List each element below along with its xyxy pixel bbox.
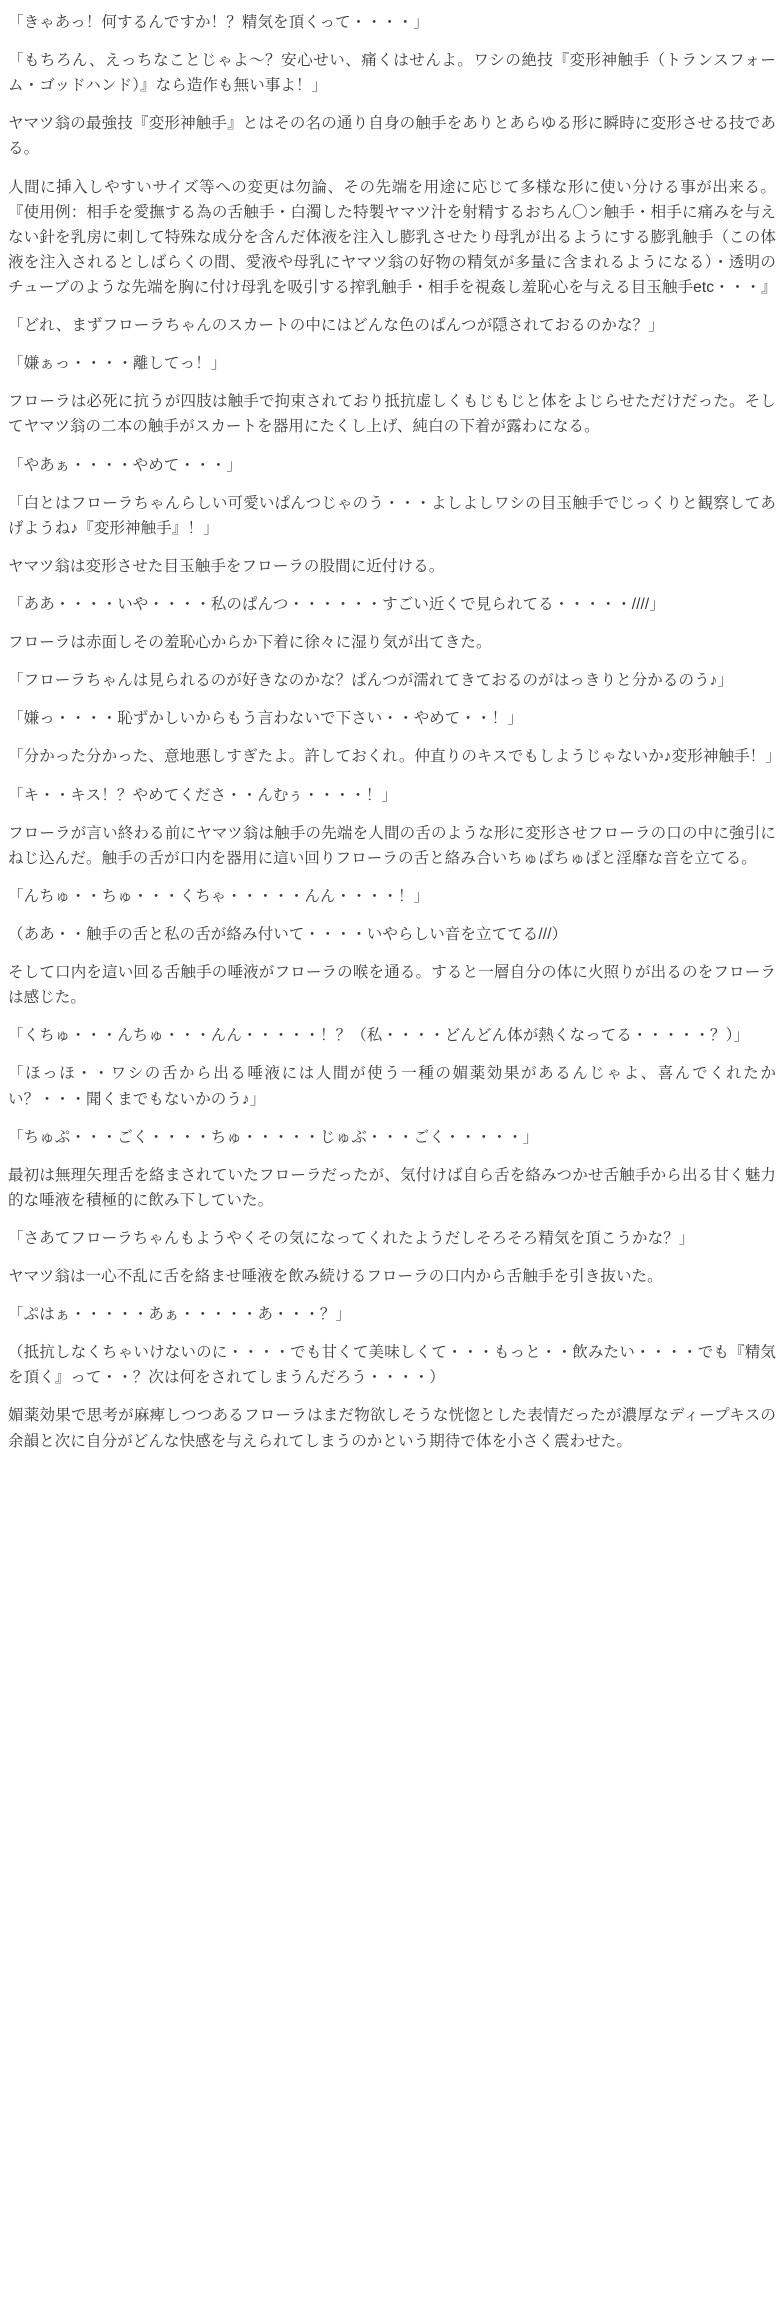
story-paragraph: 「どれ、まずフローラちゃんのスカートの中にはどんな色のぱんつが隠されておるのかな？」 — [8, 317, 664, 335]
story-paragraph: ヤマツ翁の最強技『変形神触手』とはその名の通り自身の触手をありとあらゆる形に瞬時に変形させる技である。 — [8, 115, 776, 158]
story-paragraph: 「嫌ぁっ・・・・離してっ！」 — [8, 355, 227, 373]
story-paragraph: 「ちゅぷ・・・ごく・・・・ちゅ・・・・・じゅぶ・・・ごく・・・・・」 — [8, 1128, 539, 1146]
story-paragraph: 「きゃあっ！何するんですか！？精気を頂くって・・・・」 — [8, 14, 429, 31]
story-paragraph: 「ああ・・・・いや・・・・私のぱんつ・・・・・・すごい近くで見られてる・・・・・////」 — [8, 595, 665, 613]
story-paragraph: （抵抗しなくちゃいけないのに・・・・でも甘くて美味しくて・・・もっと・・飲みたい・・・・でも『精気を頂く』って・・？次は何をされてしまうんだろう・・・・） — [8, 1344, 776, 1387]
story-paragraph: 「キ・・キス！？やめてくださ・・んむぅ・・・・！」 — [8, 786, 398, 804]
story-paragraph: 最初は無理矢理舌を絡まされていたフローラだったが、気付けば自ら舌を絡みつかせ舌触手から出る甘く魅力的な唾液を積極的に飲み下していた。 — [8, 1166, 776, 1209]
story-paragraph: 「フローラちゃんは見られるのが好きなのかな？ぱんつが濡れてきておるのがはっきりと分かるのう♪」 — [8, 672, 734, 690]
story-paragraph: 「やあぁ・・・・やめて・・・」 — [8, 456, 242, 474]
story-paragraph: 「分かった分かった、意地悪しすぎたよ。許しておくれ。仲直りのキスでもしようじゃないか♪変形神触手！」 — [8, 748, 781, 766]
story-paragraph: 「白とはフローラちゃんらしい可愛いぱんつじゃのう・・・よしよしワシの目玉触手でじっくりと観察してあげようね♪『変形神触手』！」 — [8, 494, 776, 537]
story-paragraph: 人間に挿入しやすいサイズ等への変更は勿論、その先端を用途に応じて多様な形に使い分ける事が出来る。『使用例：相手を愛撫する為の舌触手・白濁した特製ヤマツ汁を射精するおちん〇ン触手・相手に痛みを与えない針を乳房に刺して特殊な成分を含んだ体液を注入し膨乳させたり母乳が出るようにする膨乳触手（この体液を注入されるとしばらくの間、愛液や母乳にヤマツ翁の好物の精気が多量に含まれるようになる）・透明のチューブのような先端を胸に付け母乳を吸引する搾乳触手・相手を視姦し羞恥心を与える目玉触手etc・・・』 — [8, 178, 777, 296]
story-paragraph: フローラは必死に抗うが四肢は触手で拘束されており抵抗虚しくもじもじと体をよじらせただけだった。そしてヤマツ翁の二本の触手がスカートを器用にたくし上げ、純白の下着が露わになる。 — [8, 393, 776, 436]
story-paragraph: ヤマツ翁は一心不乱に舌を絡ませ唾液を飲み続けるフローラの口内から舌触手を引き抜いた。 — [8, 1268, 663, 1286]
story-paragraph: フローラは赤面しその羞恥心からか下着に徐々に湿り気が出てきた。 — [8, 634, 492, 652]
story-paragraph: （ああ・・触手の舌と私の舌が絡み付いて・・・・いやらしい音を立ててる///） — [8, 925, 568, 943]
story-text-body — [8, 10, 781, 1454]
story-paragraph: 媚薬効果で思考が麻痺しつつあるフローラはまだ物欲しそうな恍惚とした表情だったが濃厚なディープキスの余韻と次に自分がどんな快感を与えられてしまうのかという期待で体を小さく震わせた。 — [8, 1407, 776, 1450]
story-paragraph: 「んちゅ・・ちゅ・・・くちゃ・・・・・んん・・・・！」 — [8, 887, 430, 905]
story-paragraph: フローラが言い終わる前にヤマツ翁は触手の先端を人間の舌のような形に変形させフローラの口の中に強引にねじ込んだ。触手の舌が口内を器用に這い回りフローラの舌と絡み合いちゅぱちゅぱと淫靡な音を立てる。 — [8, 824, 776, 867]
story-paragraph: 「もちろん、えっちなことじゃよ～？安心せい、痛くはせんよ。ワシの絶技『変形神触手（トランスフォーム・ゴッドハンド）』なら造作も無い事よ！」 — [8, 52, 776, 95]
story-paragraph: 「ほっほ・・ワシの舌から出る唾液には人間が使う一種の媚薬効果があるんじゃよ、喜んでくれたかい？・・・聞くまでもないかのう♪」 — [8, 1065, 776, 1108]
story-paragraph: 「ぷはぁ・・・・・あぁ・・・・・あ・・・？」 — [8, 1306, 352, 1324]
story-paragraph: 「さあてフローラちゃんもようやくその気になってくれたようだしそろそろ精気を頂こうかな？」 — [8, 1229, 695, 1247]
story-paragraph: ヤマツ翁は変形させた目玉触手をフローラの股間に近付ける。 — [8, 557, 445, 575]
story-paragraph: そして口内を這い回る舌触手の唾液がフローラの喉を通る。すると一層自分の体に火照りが出るのをフローラは感じた。 — [8, 964, 776, 1007]
story-paragraph: 「くちゅ・・・んちゅ・・・んん・・・・・！？（私・・・・どんどん体が熱くなってる・・・・・？）」 — [8, 1027, 750, 1045]
story-paragraph: 「嫌っ・・・・恥ずかしいからもう言わないで下さい・・やめて・・！」 — [8, 710, 523, 728]
